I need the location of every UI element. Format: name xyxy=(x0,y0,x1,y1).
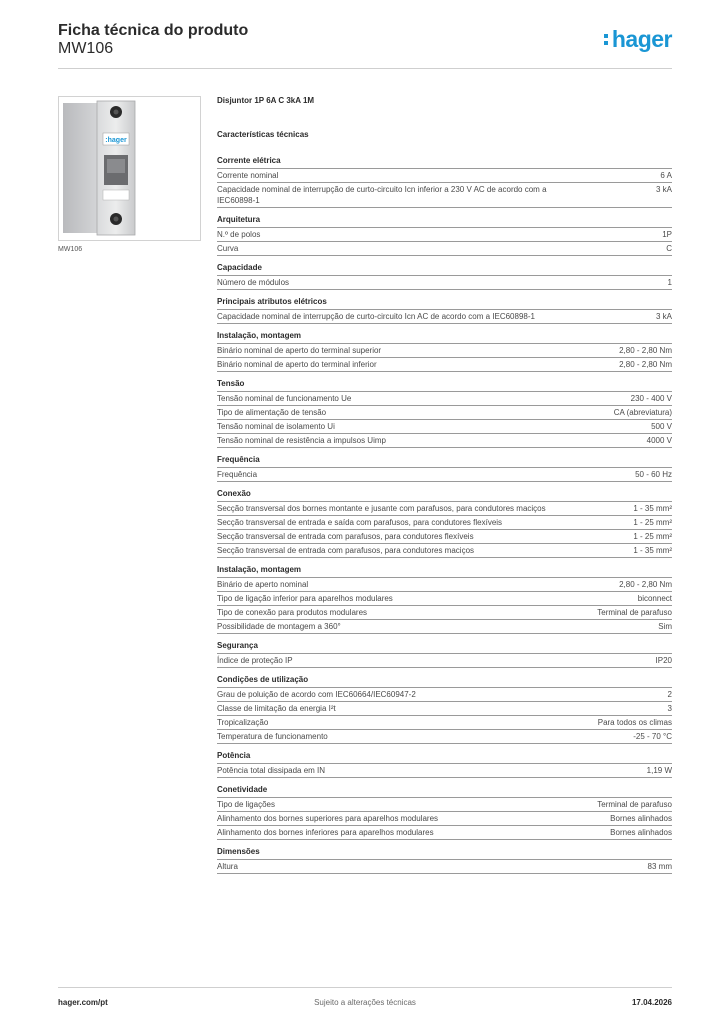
spec-value: 1 - 25 mm² xyxy=(633,532,672,541)
spec-row xyxy=(217,826,672,840)
spec-row xyxy=(217,434,672,448)
section-heading: Instalação, montagem xyxy=(217,330,672,344)
spec-value: 50 - 60 Hz xyxy=(635,470,672,479)
spec-value: 6 A xyxy=(660,171,672,180)
spec-section xyxy=(217,846,672,874)
spec-value: 1 - 35 mm² xyxy=(633,546,672,555)
spec-section xyxy=(217,488,672,558)
spec-label: Corrente nominal xyxy=(217,171,279,180)
spec-row xyxy=(217,420,672,434)
circuit-breaker-image xyxy=(59,97,200,240)
spec-row xyxy=(217,688,672,702)
section-heading: Corrente elétrica xyxy=(217,155,672,169)
footer-date: 17.04.2026 xyxy=(631,998,672,1007)
spec-row xyxy=(217,544,672,558)
spec-label: Binário nominal de aperto do terminal inferior xyxy=(217,360,377,369)
spec-value: -25 - 70 °C xyxy=(633,732,672,741)
section-heading: Tensão xyxy=(217,378,672,392)
spec-row xyxy=(217,516,672,530)
spec-row xyxy=(217,606,672,620)
spec-row xyxy=(217,654,672,668)
product-name: Disjuntor 1P 6A C 3kA 1M xyxy=(217,96,315,105)
spec-value: Bornes alinhados xyxy=(610,814,672,823)
spec-section xyxy=(217,262,672,290)
spec-label: Binário nominal de aperto do terminal superior xyxy=(217,346,382,355)
spec-value: Sim xyxy=(658,622,672,631)
section-heading: Conexão xyxy=(217,488,672,502)
technical-characteristics-title: Características técnicas xyxy=(217,130,309,139)
spec-value: 2 xyxy=(667,690,672,699)
spec-value: 1 xyxy=(667,278,672,287)
section-heading: Capacidade xyxy=(217,262,672,276)
spec-row xyxy=(217,310,672,324)
spec-label: Grau de poluição de acordo com IEC60664/IEC60947-2 xyxy=(217,690,416,699)
spec-section xyxy=(217,378,672,448)
spec-value: 500 V xyxy=(651,422,672,431)
spec-label: Secção transversal de entrada e saída com parafusos, para condutores flexíveis xyxy=(217,518,503,527)
spec-label: Alinhamento dos bornes inferiores para aparelhos modulares xyxy=(217,828,434,837)
spec-label: Possibilidade de montagem a 360° xyxy=(217,622,341,631)
page-header xyxy=(58,20,672,66)
spec-section xyxy=(217,564,672,634)
spec-value: 230 - 400 V xyxy=(630,394,672,403)
spec-label: Tensão nominal de resistência a impulsos Uimp xyxy=(217,436,386,445)
logo-text: hager xyxy=(611,26,672,52)
spec-row xyxy=(217,358,672,372)
spec-label: Tensão nominal de funcionamento Ue xyxy=(217,394,352,403)
spec-sections xyxy=(217,155,672,874)
spec-row xyxy=(217,798,672,812)
hager-logo xyxy=(604,26,672,52)
spec-label: Frequência xyxy=(217,470,258,479)
page-footer xyxy=(58,998,672,1010)
spec-row xyxy=(217,578,672,592)
footer-notice: Sujeito a alterações técnicas xyxy=(314,998,416,1007)
section-heading: Condições de utilização xyxy=(217,674,672,688)
spec-label: Tropicalização xyxy=(217,718,269,727)
spec-row xyxy=(217,592,672,606)
spec-row xyxy=(217,169,672,183)
spec-value: 1P xyxy=(662,230,672,239)
product-code: MW106 xyxy=(58,40,114,57)
section-heading: Principais atributos elétricos xyxy=(217,296,672,310)
spec-value: Para todos os climas xyxy=(597,718,672,727)
spec-row xyxy=(217,344,672,358)
svg-text::hager: :hager xyxy=(105,137,127,144)
spec-label: N.º de polos xyxy=(217,230,261,239)
section-heading: Dimensões xyxy=(217,846,672,860)
spec-value: 4000 V xyxy=(646,436,672,445)
section-heading: Arquitetura xyxy=(217,214,672,228)
spec-value: 2,80 - 2,80 Nm xyxy=(619,580,672,589)
spec-label: Tipo de ligações xyxy=(217,800,275,809)
spec-label: Tipo de conexão para produtos modulares xyxy=(217,608,368,617)
spec-value: 1 - 35 mm² xyxy=(633,504,672,513)
image-caption: MW106 xyxy=(58,246,83,253)
logo-dots-icon xyxy=(604,31,610,48)
product-image xyxy=(58,96,201,241)
spec-section xyxy=(217,784,672,840)
spec-section xyxy=(217,214,672,256)
spec-row xyxy=(217,620,672,634)
spec-label: Classe de limitação da energia I²t xyxy=(217,704,336,713)
spec-section xyxy=(217,454,672,482)
spec-label: Capacidade nominal de interrupção de curto-circuito Icn AC de acordo com a IEC60898-1 xyxy=(217,312,535,321)
spec-row xyxy=(217,468,672,482)
spec-label: Altura xyxy=(217,862,238,871)
document-title: Ficha técnica do produto xyxy=(58,22,249,39)
spec-row xyxy=(217,502,672,516)
spec-label: Temperatura de funcionamento xyxy=(217,732,328,741)
section-heading: Potência xyxy=(217,750,672,764)
spec-label: Tensão nominal de isolamento Ui xyxy=(217,422,335,431)
spec-value: 3 xyxy=(667,704,672,713)
spec-value: Terminal de parafuso xyxy=(597,608,672,617)
spec-row xyxy=(217,730,672,744)
spec-row xyxy=(217,276,672,290)
footer-website-link[interactable]: hager.com/pt xyxy=(58,998,108,1007)
spec-row xyxy=(217,812,672,826)
spec-content xyxy=(217,96,672,880)
spec-value: 3 kA xyxy=(655,312,672,321)
spec-value: biconnect xyxy=(637,594,672,603)
spec-row xyxy=(217,406,672,420)
section-heading: Conetividade xyxy=(217,784,672,798)
spec-value: CA (abreviatura) xyxy=(613,408,672,417)
spec-row xyxy=(217,764,672,778)
spec-row xyxy=(217,860,672,874)
spec-label: Curva xyxy=(217,244,239,253)
spec-value: 3 kA xyxy=(655,185,672,194)
spec-label: Capacidade nominal de interrupção de curto-circuito Icn inferior a 230 V AC de acordo com a IEC60898-1 xyxy=(217,185,547,205)
spec-value: 2,80 - 2,80 Nm xyxy=(619,346,672,355)
spec-value: 2,80 - 2,80 Nm xyxy=(619,360,672,369)
spec-section xyxy=(217,330,672,372)
spec-value: C xyxy=(666,244,672,253)
header-divider xyxy=(58,68,672,69)
spec-section xyxy=(217,296,672,324)
spec-row xyxy=(217,183,672,208)
spec-label: Índice de proteção IP xyxy=(217,656,293,665)
spec-row xyxy=(217,242,672,256)
spec-row xyxy=(217,392,672,406)
spec-value: Bornes alinhados xyxy=(610,828,672,837)
spec-value: IP20 xyxy=(655,656,672,665)
footer-divider xyxy=(58,987,672,988)
spec-label: Secção transversal de entrada com parafusos, para condutores flexíveis xyxy=(217,532,474,541)
spec-row xyxy=(217,228,672,242)
spec-value: 1,19 W xyxy=(646,766,672,775)
spec-row xyxy=(217,530,672,544)
spec-section xyxy=(217,674,672,744)
section-heading: Instalação, montagem xyxy=(217,564,672,578)
spec-label: Secção transversal de entrada com parafusos, para condutores maciços xyxy=(217,546,475,555)
spec-label: Número de módulos xyxy=(217,278,290,287)
spec-section xyxy=(217,750,672,778)
spec-label: Tipo de ligação inferior para aparelhos modulares xyxy=(217,594,393,603)
spec-label: Secção transversal dos bornes montante e jusante com parafusos, para condutores maciços xyxy=(217,504,546,513)
spec-row xyxy=(217,702,672,716)
spec-label: Binário de aperto nominal xyxy=(217,580,309,589)
section-heading: Frequência xyxy=(217,454,672,468)
spec-value: Terminal de parafuso xyxy=(597,800,672,809)
spec-value: 83 mm xyxy=(647,862,672,871)
section-heading: Segurança xyxy=(217,640,672,654)
spec-label: Potência total dissipada em IN xyxy=(217,766,326,775)
spec-label: Alinhamento dos bornes superiores para aparelhos modulares xyxy=(217,814,439,823)
spec-label: Tipo de alimentação de tensão xyxy=(217,408,327,417)
spec-section xyxy=(217,155,672,208)
spec-value: 1 - 25 mm² xyxy=(633,518,672,527)
spec-row xyxy=(217,716,672,730)
spec-section xyxy=(217,640,672,668)
